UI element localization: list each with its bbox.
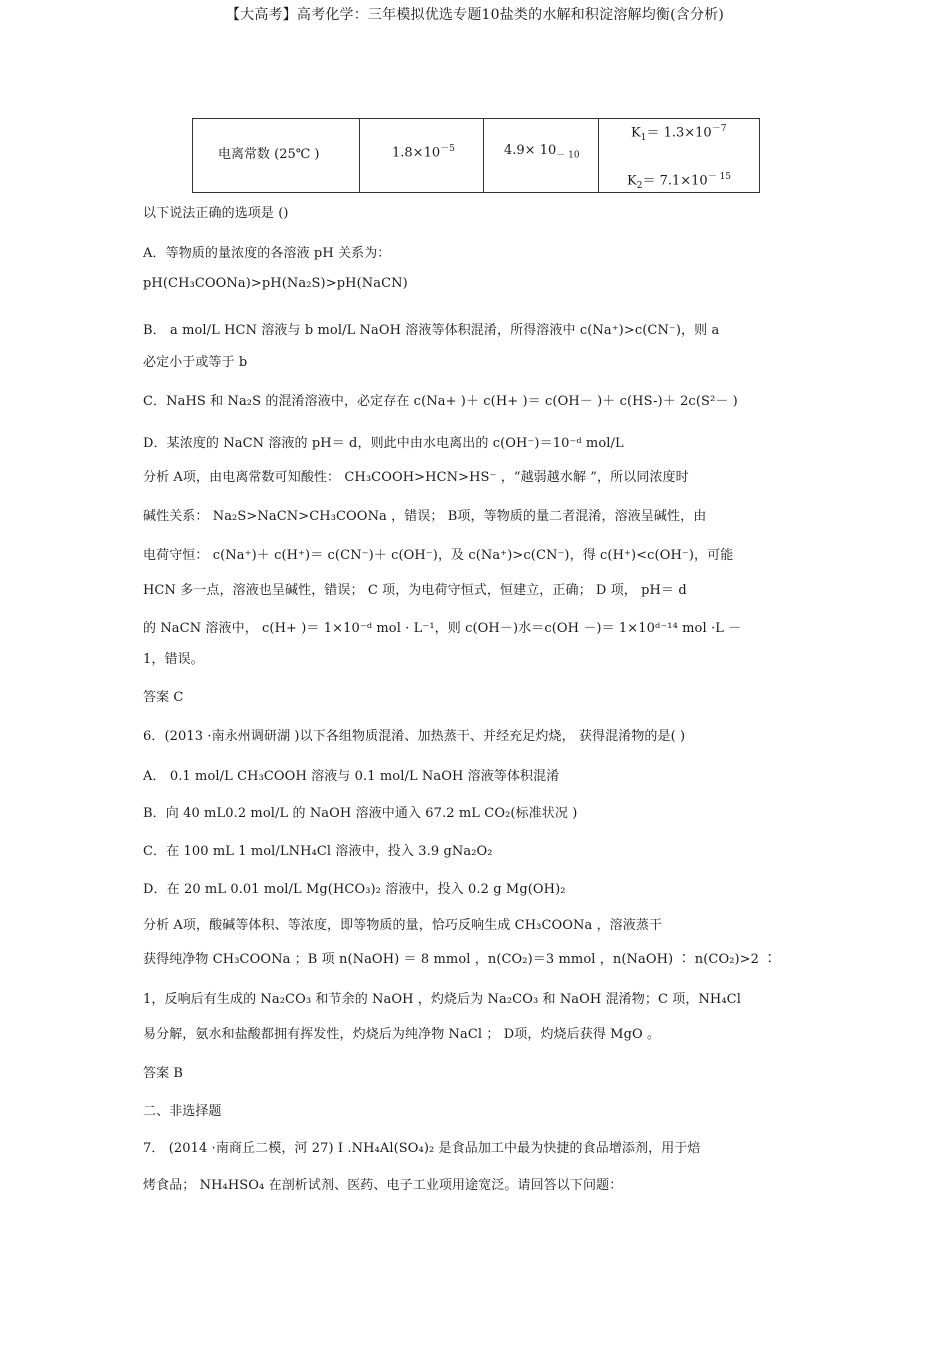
answer-6: 答案 B bbox=[143, 1066, 184, 1081]
table-cell-ka1 bbox=[360, 119, 484, 192]
option-d: D．某浓度的 NaCN 溶液的 pH＝ d，则此中由水电离出的 c(OH⁻)＝10⁻ᵈ mol/L bbox=[143, 436, 624, 451]
table-k1: $K_1= 1.3\times 10^{-7}$ bbox=[631, 124, 727, 143]
question-7-cont: 烤食品； NH₄HSO₄ 在剖析试剂、医药、电子工业项用途宽泛。请回答以下问题： bbox=[143, 1178, 623, 1193]
table-value-1: $1.8\times 10^{-5}$ bbox=[392, 144, 455, 161]
ionization-constant-table bbox=[192, 118, 760, 193]
q6-option-c: C．在 100 mL 1 mol/LNH₄Cl 溶液中，投入 3.9 gNa₂O₂ bbox=[143, 844, 493, 859]
analysis-line-3: 电荷守恒： c(Na⁺)＋ c(H⁺)＝ c(CN⁻)＋ c(OH⁻)，及 c(Na⁺)>c(CN⁻)，得 c(H⁺)<c(OH⁻)，可能 bbox=[143, 548, 734, 563]
section-heading: 二、非选择题 bbox=[143, 1104, 222, 1119]
q6-option-d: D．在 20 mL 0.01 mol/L Mg(HCO₃)₂ 溶液中，投入 0.2 g Mg(OH)₂ bbox=[143, 882, 566, 897]
option-c: C．NaHS 和 Na₂S 的混淆溶液中，必定存在 c(Na+ )＋ c(H+ )＝ c(OH－ )＋ c(HS-)＋ 2c(S²－ ) bbox=[143, 394, 738, 409]
analysis-line-4: HCN 多一点，溶液也呈碱性，错误； C 项，为电荷守恒式，恒建立，正确； D 项， pH＝ d bbox=[143, 583, 687, 598]
analysis-line-6: 1，错误。 bbox=[143, 652, 204, 667]
option-a: A．等物质的量浓度的各溶液 pH 关系为： bbox=[143, 246, 391, 261]
option-a-formula: pH(CH₃COONa)>pH(Na₂S)>pH(NaCN) bbox=[143, 276, 408, 291]
document-header: 【大高考】高考化学：三年模拟优选专题10盐类的水解和积淀溶解均衡(含分析) bbox=[225, 7, 725, 23]
option-b: B． a mol/L HCN 溶液与 b mol/L NaOH 溶液等体积混淆，所得溶液中 c(Na⁺)>c(CN⁻)，则 a bbox=[143, 323, 720, 338]
question-stem: 以下说法正确的选项是 () bbox=[143, 206, 289, 221]
q6-analysis-1: 分析 A项，酸碱等体积、等浓度，即等物质的量，恰巧反响生成 CH₃COONa ，溶液蒸干 bbox=[143, 918, 663, 933]
analysis-line-2: 碱性关系： Na₂S>NaCN>CH₃COONa ，错误； B项，等物质的量二者混淆，溶液呈碱性，由 bbox=[143, 509, 707, 524]
q6-analysis-2: 获得纯净物 CH₃COONa ；B 项 n(NaOH) ＝ 8 mmol ，n(CO₂)＝3 mmol ，n(NaOH) ∶ n(CO₂)>2 ∶ bbox=[143, 952, 777, 967]
q6-option-b: B．向 40 mL0.2 mol/L 的 NaOH 溶液中通入 67.2 mL CO₂(标准状况 ) bbox=[143, 806, 578, 821]
answer-5: 答案 C bbox=[143, 690, 184, 705]
q6-option-a: A． 0.1 mol/L CH₃COOH 溶液与 0.1 mol/L NaOH 溶液等体积混淆 bbox=[143, 769, 560, 784]
option-b-cont: 必定小于或等于 b bbox=[143, 355, 248, 370]
question-7: 7． (2014 ·南商丘二模，河 27) I .NH₄Al(SO₄)₂ 是食品加工中最为快捷的食品增添剂，用于焙 bbox=[143, 1141, 701, 1156]
table-label: 电离常数 (25℃ ) bbox=[218, 147, 320, 162]
table-k2: $K_2= 7.1\times 10^{- 15}$ bbox=[627, 172, 732, 191]
analysis-line-1: 分析 A项，由电离常数可知酸性： CH₃COOH>HCN>HS⁻ ，“越弱越水解 ”，所以同浓度时 bbox=[143, 470, 689, 485]
table-value-2: $4.9\times 10_{- 10}$ bbox=[504, 143, 580, 161]
q6-analysis-4: 易分解，氨水和盐酸都拥有挥发性，灼烧后为纯净物 NaCl ； D项，灼烧后获得 MgO 。 bbox=[143, 1027, 661, 1042]
q6-analysis-3: 1，反响后有生成的 Na₂CO₃ 和节余的 NaOH ，灼烧后为 Na₂CO₃ 和 NaOH 混淆物；C 项，NH₄Cl bbox=[143, 992, 741, 1007]
analysis-line-5: 的 NaCN 溶液中， c(H+ )＝ 1×10⁻ᵈ mol · L⁻¹，则 c(OH－)水＝c(OH －)＝ 1×10ᵈ⁻¹⁴ mol ·L － bbox=[143, 621, 742, 636]
question-6: 6．(2013 ·南永州调研湖 )以下各组物质混淆、加热蒸干、并经充足灼烧， 获得混淆物的是( ) bbox=[143, 729, 686, 744]
table-cell-label bbox=[193, 119, 360, 192]
table-cell-ka2 bbox=[484, 119, 599, 192]
table-cell-k1-k2 bbox=[599, 119, 759, 192]
